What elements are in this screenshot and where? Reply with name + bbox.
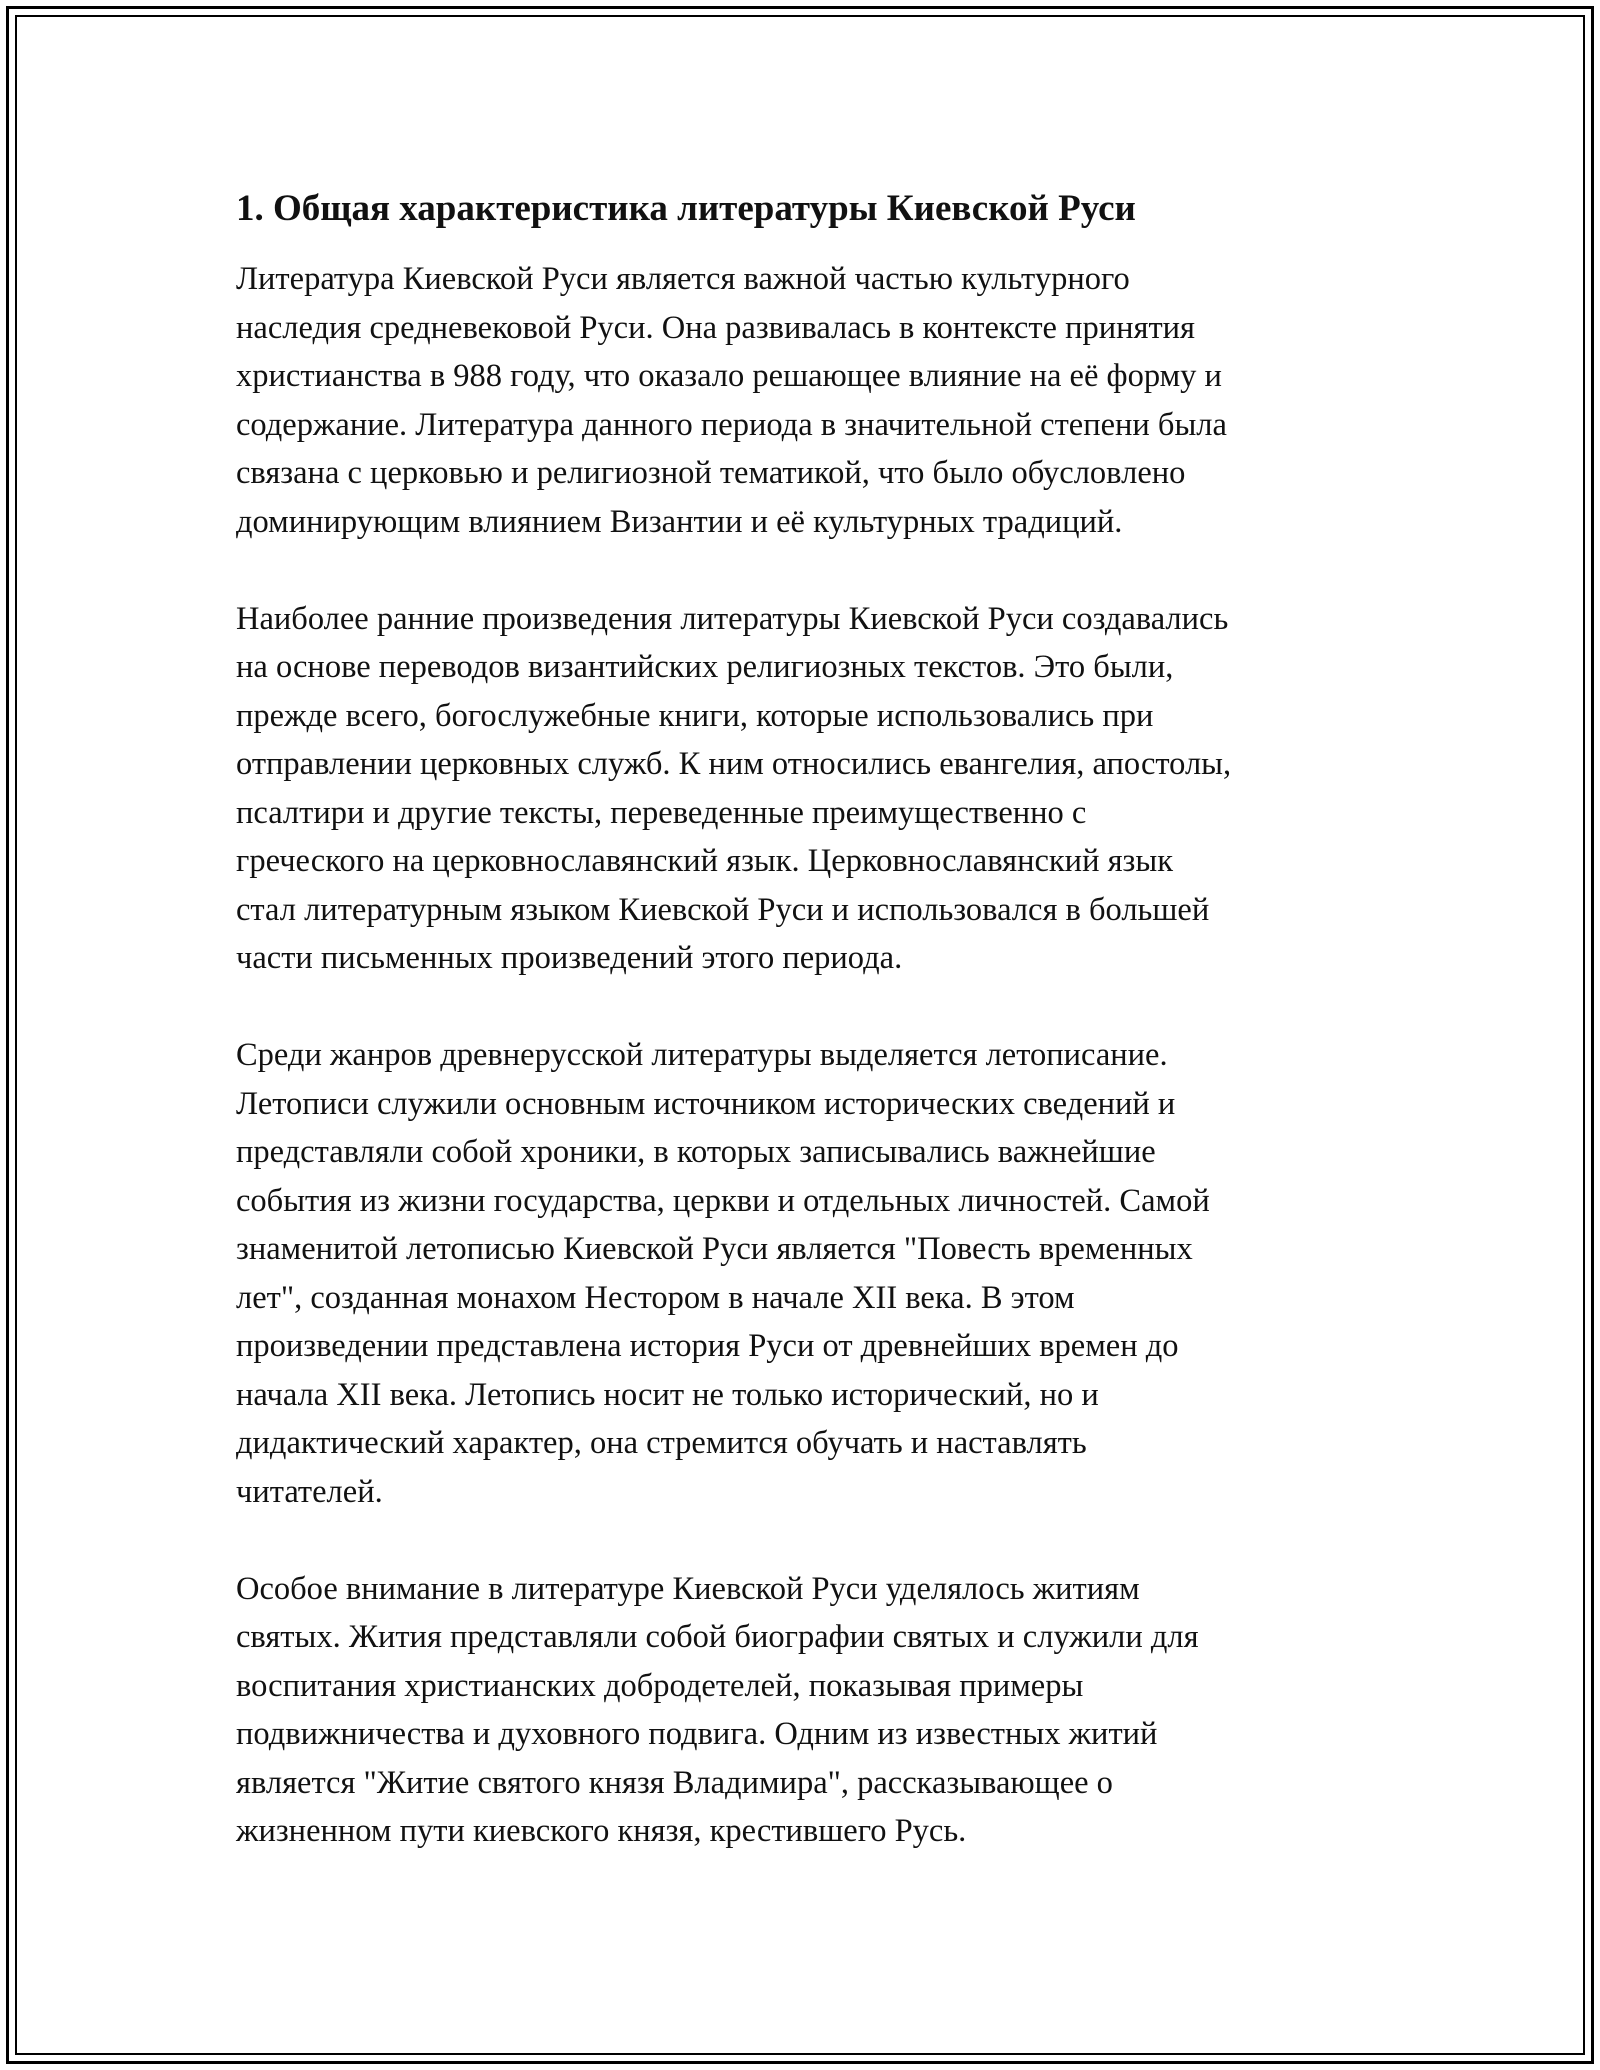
section-heading: 1. Общая характеристика литературы Киевской Руси — [236, 188, 1136, 229]
text-line: начала XII века. Летопись носит не только исторический, но и — [236, 1376, 1099, 1413]
text-line: произведении представлена история Руси от древнейших времен до — [236, 1328, 1179, 1364]
paragraph-3 — [236, 1031, 1376, 1516]
text-line: Летописи служили основным источником исторических сведений и — [236, 1085, 1176, 1122]
text-line: греческого на церковнославянский язык. Церковнославянский язык — [236, 843, 1173, 879]
text-line: отправлении церковных служб. К ним относились евангелия, апостолы, — [236, 746, 1232, 782]
text-line: Литература Киевской Руси является важной частью культурного — [236, 261, 1130, 297]
text-line: подвижничества и духовного подвига. Одним из известных житий — [236, 1716, 1158, 1752]
text-line: представляли собой хроники, в которых записывались важнейшие — [236, 1134, 1156, 1170]
text-line: воспитания христианских добродетелей, показывая примеры — [236, 1667, 1084, 1704]
text-line: псалтири и другие тексты, переведенные преимущественно с — [236, 794, 1087, 831]
text-line: события из жизни государства, церкви и отдельных личностей. Самой — [236, 1182, 1210, 1219]
text-line: доминирующим влиянием Византии и её культурных традиций. — [236, 503, 1123, 540]
text-line: дидактический характер, она стремится обучать и наставлять — [236, 1425, 1087, 1461]
text-line: святых. Жития представляли собой биографии святых и служили для — [236, 1619, 1199, 1655]
text-line: прежде всего, богослужебные книги, которые использовались при — [236, 697, 1154, 734]
paragraph-4 — [236, 1565, 1376, 1856]
text-line: читателей. — [236, 1473, 383, 1510]
text-line: связана с церковью и религиозной тематикой, что было обусловлено — [236, 455, 1186, 491]
text-line: Среди жанров древнерусской литературы выделяется летописание. — [236, 1037, 1168, 1073]
paragraph-1 — [236, 255, 1376, 546]
text-line: является "Житие святого князя Владимира", рассказывающее о — [236, 1764, 1113, 1801]
text-line: на основе переводов византийских религиозных текстов. Это были, — [236, 649, 1174, 685]
text-line: наследия средневековой Руси. Она развивалась в контексте принятия — [236, 309, 1196, 346]
text-line: лет", созданная монахом Нестором в начале XII века. В этом — [236, 1279, 1075, 1316]
paragraph-2 — [236, 595, 1376, 983]
text-line: христианства в 988 году, что оказало решающее влияние на её форму и — [236, 358, 1222, 394]
text-line: части письменных произведений этого периода. — [236, 940, 903, 976]
text-line: Особое внимание в литературе Киевской Руси уделялось житиям — [236, 1570, 1140, 1607]
text-line: жизненном пути киевского князя, крестившего Русь. — [236, 1813, 967, 1849]
text-line: содержание. Литература данного периода в значительной степени была — [236, 406, 1227, 443]
text-line: Наиболее ранние произведения литературы Киевской Руси создавались — [236, 600, 1229, 637]
text-line: стал литературным языком Киевской Руси и использовался в большей — [236, 891, 1210, 928]
text-line: знаменитой летописью Киевской Руси является "Повесть временных — [236, 1231, 1193, 1267]
document-body — [236, 185, 1376, 1904]
